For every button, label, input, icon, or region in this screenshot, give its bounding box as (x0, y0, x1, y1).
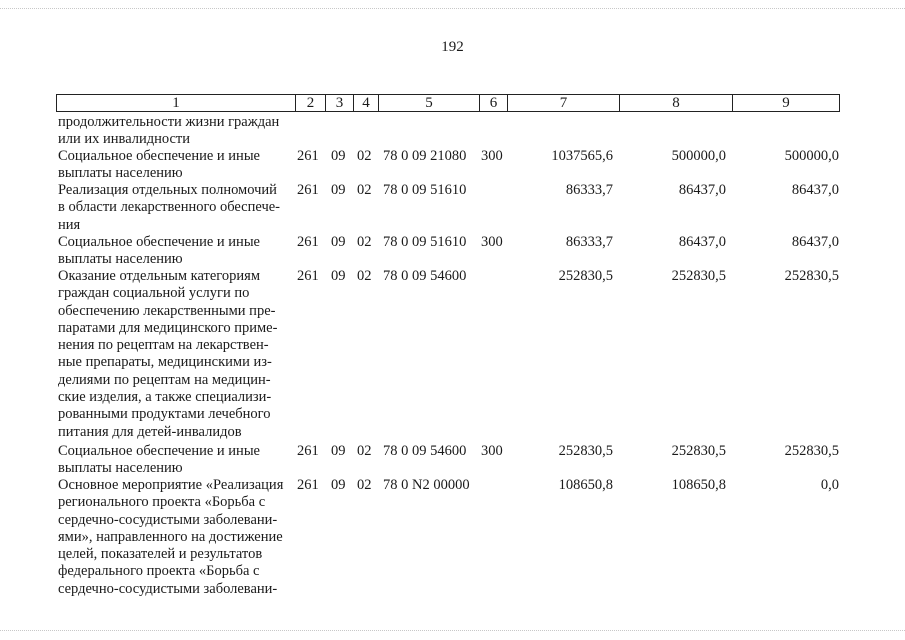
cell-c9: 500000,0 (784, 148, 839, 164)
header-col-1: 1 (56, 94, 295, 112)
cell-c7: 108650,8 (558, 477, 613, 493)
description-line: или их инвалидности (58, 131, 191, 148)
scan-edge-top (0, 8, 905, 10)
header-col-3: 3 (325, 94, 353, 112)
cell-c7: 86333,7 (565, 234, 613, 250)
cell-c4: 02 (357, 148, 372, 164)
row-description (58, 114, 293, 149)
description-line: Оказание отдельным категориям (58, 268, 260, 284)
row-description (58, 477, 293, 598)
description-line: ные препараты, медицинскими из- (58, 354, 272, 371)
cell-c8: 252830,5 (671, 268, 726, 284)
description-line: сердечно-сосудистыми заболевани- (58, 511, 278, 528)
header-col-2: 2 (295, 94, 325, 112)
description-line: Социальное обеспечение и иные (58, 148, 260, 164)
cell-c8: 86437,0 (678, 234, 726, 250)
cell-c8: 86437,0 (678, 182, 726, 198)
description-line: Социальное обеспечение и иные (58, 234, 260, 250)
cell-c9: 86437,0 (791, 234, 839, 250)
cell-c9: 0,0 (820, 477, 839, 493)
row-description (58, 268, 293, 441)
cell-c8: 108650,8 (671, 477, 726, 493)
description-line: выплаты населению (58, 460, 183, 477)
description-line: в области лекарственного обеспече- (58, 199, 281, 216)
cell-c5: 78 0 N2 00000 (383, 477, 470, 493)
header-col-7: 7 (507, 94, 619, 112)
description-line: ские изделия, а также специализи- (58, 389, 272, 406)
description-line: ния (58, 216, 81, 233)
cell-c6: 300 (481, 443, 503, 459)
row-description (58, 443, 293, 478)
cell-c4: 02 (357, 268, 372, 284)
description-line: рованными продуктами лечебного (58, 406, 271, 423)
cell-c3: 09 (331, 148, 346, 164)
cell-c5: 78 0 09 54600 (383, 268, 467, 284)
description-line: целей, показателей и результатов (58, 546, 263, 563)
description-line: продолжительности жизни граждан (58, 114, 280, 130)
description-line: питания для детей-инвалидов (58, 423, 242, 440)
cell-c4: 02 (357, 182, 372, 198)
cell-c5: 78 0 09 51610 (383, 182, 467, 198)
cell-c5: 78 0 09 51610 (383, 234, 467, 250)
cell-c9: 252830,5 (784, 268, 839, 284)
cell-c8: 500000,0 (671, 148, 726, 164)
description-line: обеспечению лекарственными пре- (58, 302, 276, 319)
description-line: нения по рецептам на лекарствен- (58, 337, 269, 354)
cell-c2: 261 (297, 477, 319, 493)
description-line: Реализация отдельных полномочий (58, 182, 277, 198)
header-col-8: 8 (619, 94, 732, 112)
row-description (58, 234, 293, 269)
cell-c9: 252830,5 (784, 443, 839, 459)
description-line: регионального проекта «Борьба с (58, 494, 266, 511)
cell-c5: 78 0 09 21080 (383, 148, 467, 164)
cell-c4: 02 (357, 477, 372, 493)
cell-c7: 252830,5 (558, 268, 613, 284)
header-col-9: 9 (732, 94, 840, 112)
description-line: Основное мероприятие «Реализация (58, 477, 284, 493)
description-line: сердечно-сосудистыми заболевани- (58, 580, 278, 597)
cell-c7: 252830,5 (558, 443, 613, 459)
page-number: 192 (441, 39, 464, 55)
cell-c4: 02 (357, 234, 372, 250)
cell-c8: 252830,5 (671, 443, 726, 459)
cell-c4: 02 (357, 443, 372, 459)
description-line: делиями по рецептам на медицин- (58, 371, 271, 388)
cell-c6: 300 (481, 148, 503, 164)
cell-c3: 09 (331, 234, 346, 250)
cell-c7: 86333,7 (565, 182, 613, 198)
cell-c3: 09 (331, 182, 346, 198)
cell-c3: 09 (331, 443, 346, 459)
description-line: выплаты населению (58, 165, 183, 182)
cell-c2: 261 (297, 148, 319, 164)
cell-c2: 261 (297, 234, 319, 250)
cell-c3: 09 (331, 477, 346, 493)
cell-c5: 78 0 09 54600 (383, 443, 467, 459)
description-line: выплаты населению (58, 251, 183, 268)
header-col-6: 6 (479, 94, 507, 112)
description-line: федерального проекта «Борьба с (58, 563, 260, 580)
description-line: паратами для медицинского приме- (58, 319, 278, 336)
scan-edge-bottom (0, 630, 905, 632)
cell-c9: 86437,0 (791, 182, 839, 198)
header-col-4: 4 (353, 94, 378, 112)
cell-c6: 300 (481, 234, 503, 250)
cell-c2: 261 (297, 268, 319, 284)
description-line: граждан социальной услуги по (58, 285, 250, 302)
row-description (58, 182, 293, 234)
description-line: Социальное обеспечение и иные (58, 443, 260, 459)
header-col-5: 5 (378, 94, 479, 112)
cell-c7: 1037565,6 (551, 148, 613, 164)
row-description (58, 148, 293, 183)
cell-c2: 261 (297, 443, 319, 459)
description-line: ями», направленного на достижение (58, 528, 283, 545)
cell-c3: 09 (331, 268, 346, 284)
cell-c2: 261 (297, 182, 319, 198)
